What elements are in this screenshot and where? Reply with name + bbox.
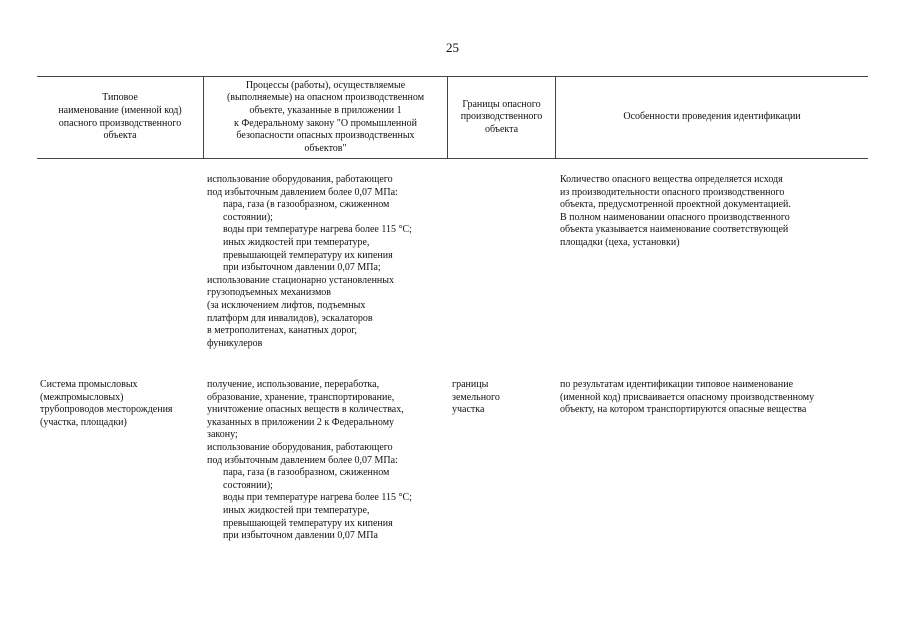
process-line: иных жидкостей при температуре, bbox=[223, 236, 370, 248]
process-line: состоянии); bbox=[223, 479, 273, 491]
process-line: (за исключением лифтов, подъемных bbox=[207, 299, 366, 311]
header-identification-features: Особенности проведения идентификации bbox=[623, 111, 801, 123]
process-line: использование оборудования, работающего bbox=[207, 441, 393, 453]
process-line: иных жидкостей при температуре, bbox=[223, 504, 370, 516]
process-line: превышающей температуру их кипения bbox=[223, 249, 393, 261]
row-2-processes bbox=[207, 379, 412, 543]
process-line: грузоподъемных механизмов bbox=[207, 287, 332, 299]
row-1-processes bbox=[207, 174, 412, 350]
process-line: использование стационарно установленных bbox=[207, 274, 394, 286]
page-number: 25 bbox=[446, 40, 459, 55]
row-2-object-name: Система промысловых (межпромысловых) трубопроводов месторождения (участка, площадки) bbox=[40, 379, 173, 428]
process-line: воды при температуре нагрева более 115 °С; bbox=[223, 492, 412, 504]
row-2-features: по результатам идентификации типовое наименование (именной код) присваивается опасному производственному объекту, на котором транспортируются опасные вещества bbox=[560, 379, 815, 416]
process-line: под избыточным давлением более 0,07 МПа: bbox=[207, 454, 398, 466]
process-line: при избыточном давлении 0,07 МПа bbox=[223, 530, 378, 542]
process-line: указанных в приложении 2 к Федеральному bbox=[207, 416, 395, 428]
process-line: использование оборудования, работающего bbox=[207, 174, 393, 185]
process-line: в метрополитенах, канатных дорог, bbox=[207, 325, 357, 337]
process-line: воды при температуре нагрева более 115 °С; bbox=[223, 224, 412, 236]
process-line: платформ для инвалидов), эскалаторов bbox=[207, 312, 373, 324]
process-line: пара, газа (в газообразном, сжиженном bbox=[223, 467, 390, 479]
process-line: пара, газа (в газообразном, сжиженном bbox=[223, 199, 390, 211]
process-line: при избыточном давлении 0,07 МПа; bbox=[223, 262, 381, 274]
header-object-name: Типовое наименование (именной код) опасного производственного объекта bbox=[58, 92, 182, 142]
row-1-features: Количество опасного вещества определяется исходя из производительности опасного производственного объекта, предусмотренной проектной документацией. В полном наименовании опасного производственного объекта указывается наименование соответствующей площадки (цеха, установки) bbox=[560, 174, 791, 248]
table-header-bottom-rule bbox=[37, 158, 868, 159]
process-line: уничтожение опасных веществ в количествах, bbox=[207, 404, 404, 416]
process-line: превышающей температуру их кипения bbox=[223, 517, 393, 529]
header-boundaries: Границы опасного производственного объекта bbox=[460, 98, 543, 135]
header-processes: Процессы (работы), осуществляемые (выполняемые) на опасном производственном объекте, указанные в приложении 1 к Федеральному закону "О промышленной безопасности опасных производственных объектов" bbox=[226, 79, 425, 154]
row-2-boundaries: границы земельного участка bbox=[452, 379, 500, 416]
process-line: под избыточным давлением более 0,07 МПа: bbox=[207, 186, 398, 198]
process-line: образование, хранение, транспортирование, bbox=[207, 391, 395, 403]
process-line: получение, использование, переработка, bbox=[207, 379, 380, 390]
process-line: закону; bbox=[207, 429, 238, 441]
process-line: состоянии); bbox=[223, 211, 273, 223]
process-line: фуникулеров bbox=[207, 337, 263, 349]
